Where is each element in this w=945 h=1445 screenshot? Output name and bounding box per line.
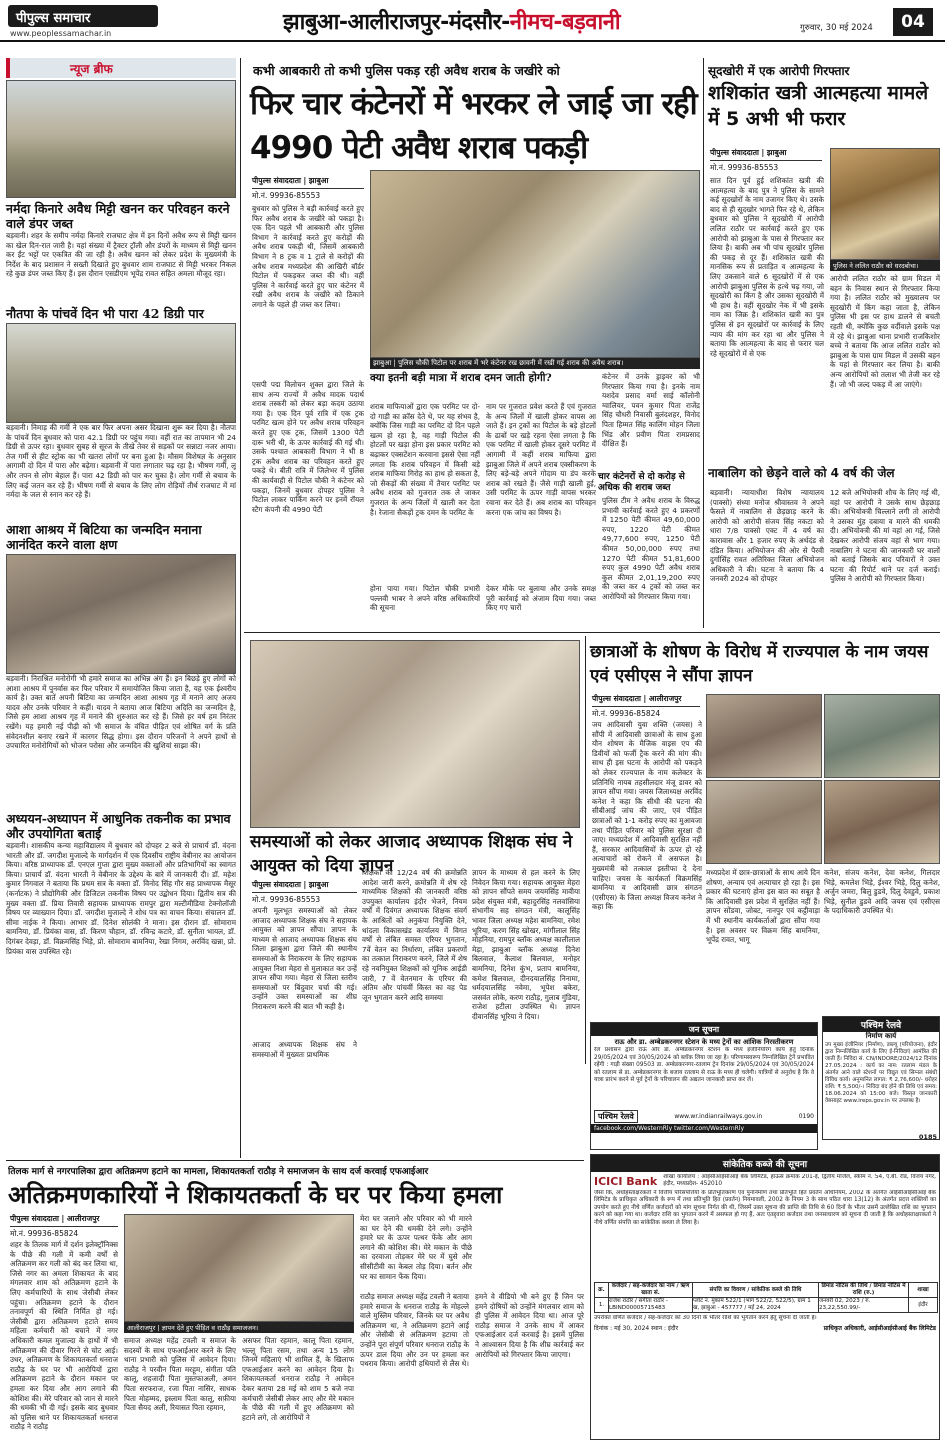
icici-table [594, 1282, 938, 1313]
notice-title: राऊ और डा. अम्बेडकरनगर स्टेशन के मध्य ट्रेनों का आंशिक निरस्तीकरण [614, 1038, 794, 1046]
table-header-cell: कर्जदार / सह-कर्जदार का नाम / ऋण खाता सं. [609, 1283, 693, 1298]
mining-photo [6, 80, 236, 198]
lead-photo-main [370, 170, 700, 358]
page-number [893, 8, 933, 36]
column-divider [240, 58, 241, 1158]
suicide-phone: मो.नं. 99936-85553 [710, 163, 779, 172]
pocso-col2: 12 बजे अभियोक्त्री शौच के लिए गई थी, वहां पर आरोपी ने उसके साथ छेड़छाड़ की। अभियोक्त्री चिल्लाने लगी तो आरोपी ने उसका मुंह दबाया व मारने की धमकी दी। अभियोक्त्री की मां वहां आ गई, जिसे देखकर आरोपी संजय वहां से भाग गया। नाबालिग ने घटना की जानकारी घर वालों को बताई जिसके बाद परिवारों ने उक्त घटना की रिपोर्ट थाने पर दर्ज कराई। पुलिस ने आरोपी को गिरफ्तार किया। [830, 488, 940, 584]
encroach-place: आलीराजपुर [66, 1214, 100, 1223]
icici-header-row [591, 1172, 939, 1190]
railway-tender-ad[interactable] [822, 1016, 940, 1140]
table-row [595, 1298, 938, 1313]
encroach-col4: मेरा घर जलाने और परिवार को भी मारने का घर देने की धमकी देने लगे। उन्होंने हमारे घर के ऊपर पत्थर फेंके और आग लगाने की कोशिश की। मेरे मकान के पीछे का दरवाजा तोड़कर मेरे घर में घुसे और सीसीटीवी का केबल तोड़ दिया। बर्तन और घर का सामान फेंक दिया। [360, 1214, 472, 1281]
birthday-photo [6, 554, 236, 674]
column-divider [585, 636, 586, 1064]
teachers-byline: पीपुल्स संवाददाता | झाबुआ मो.नं. 99936-85553 [252, 880, 357, 905]
icici-date-place: दिनांक : मई 30, 2024 स्थान : इंदौर [594, 1325, 679, 1333]
encroach-col4-b: राठौड़ समाज अध्यक्ष महेंद्र टवली ने बताया हमारे समाज के धनराज राठौड़ के मोहल्ले वाले मुस्लिम परिवार, जिनके घर पर अवैध अतिक्रमण था, ने अतिक्रमण हटाने आई और जेसीबी से अतिक्रमण हटाया तो उन्होंने पूरा संपूर्ण परिवार धनराज राठौड़ के ऊपर डाल दिया और उन पर हमला कर पथराव किया। आरोपी हथियारों से लैस थे। हमने वे वीडियो भी बने हुए हैं जिन पर हमने दोषियों को उन्होंने मंगलवार शाम को ही पुलिस में आवेदन दिया था। आज पूरे राठौड़ समाज ने उनके साथ में आकर एफआईआर दर्ज करवाई है। इसमें पुलिस ने आश्वासन दिया है कि शीघ्र कार्रवाई कर आरोपियों को गिरफ्तार किया जाएगा। [360, 1292, 584, 1369]
teachers-col3: ज्ञापन के माध्यम से हल करने के लिए निवेदन किया गया। सहायक आयुक्त मेहरा को ज्ञापन सौंपते समय जयमसिंह मावीया प्रदेश संयुक्त मंत्री, बहादुरसिंह नलवांसिया संभागीय सह संगठन मंत्री, कालूसिंह भावर जिला अध्यक्ष महेश बामनिया, रमेश भूरिया, करण सिंह खोखर, मांगीलाल सिंह मोहनिया, रामपुर ब्लॉक अध्यक्ष कालीलाल मेड़ा, झाबुआ ब्लॉक अध्यक्ष दिनेश बिलवाल, कैलाश बिलवाल, मनोहर बामनिया, दिनेश कुंभ, प्रताप बामनिया, कमेश बिलवाल, दीनदयालसिंह निनामा, धर्मदयालसिंह नवेमा, भूपेश बकेरा, जसवंत लोके, करण राठौड़, गुलाब गुंडिया, राजेश हटीला उपस्थित थे। ज्ञापन दीवानसिंह भूरिया ने दिया। [472, 868, 580, 1021]
suicide-kicker: सूदखोरी में एक आरोपी गिरफ्तार [708, 64, 850, 78]
encroach-reporter: पीपुल्स संवाददाता [10, 1214, 59, 1223]
table-cell: जनवरी 02, 2023 / रु. 23,22,550.99/- [819, 1298, 909, 1313]
suicide-headline: शशिकांत खत्री आत्महत्या मामले में 5 अभी भी फरार [708, 82, 929, 130]
pocso-col1: बड़वानी। न्यायाधीश विशेष न्यायालय (पाक्सो) संध्या मनोज श्रीवास्तव ने अपने फैसले में नाबालिग से छेड़छाड़ करने के आरोपी को आरोपी संजय सिंह नकटा को धारा 7/8 पाक्सो एक्ट में 4 वर्ष का कारावास और 1 हजार रुपए के अर्थदंड से दंडित किया। अभियोजन की ओर से पैरवी दुर्गासिंह रावत अतिरिक्त जिला अभियोजन अधिकारी ने की। घटना ने बताया कि 4 जनवरी 2024 को दोपहर [710, 488, 824, 584]
notice-code: 0190 [798, 1113, 814, 1120]
notice-socials[interactable]: facebook.com/WesternRly twitter.com/WesternRly [591, 1124, 817, 1133]
governor-place: आलीराजपुर [648, 694, 682, 703]
lead-place: झाबुआ [308, 176, 329, 185]
pocso-headline: नाबालिग को छेड़ने वाले को 4 वर्ष की जेल [708, 466, 895, 480]
teachers-col1-b: आजाद अध्यापक शिक्षक संघ ने समस्याओं में मुख्यतः प्राथमिक [252, 1040, 357, 1059]
section-divider [244, 632, 940, 633]
encroach-byline: पीपुल्स संवाददाता | आलीराजपुर मो.नं. 99936-85824 [10, 1214, 118, 1239]
icici-possession-notice[interactable] [590, 1154, 940, 1440]
lead-side-subhead: चार कंटेनरों से दो करोड़ से अधिक की शराब जब्त [598, 472, 685, 493]
news-brief-label [6, 58, 236, 78]
icici-sign-row [591, 1322, 939, 1334]
railway-ad-title: पश्चिम रेलवे [823, 1017, 939, 1032]
encroach-photo-caption: आलीराजपुर | ज्ञापन देते हुए पीड़ित व राठौड़ समाजजन। [124, 1322, 354, 1333]
notice-website[interactable]: www.wr.indianrailways.gov.in [674, 1113, 763, 1120]
governor-photo-4 [824, 780, 940, 864]
suicide-photo-caption: पुलिस ने ललित राठौर को धरदबोचा। [830, 260, 940, 271]
encroach-headline: अतिक्रमणकारियों ने शिकायतकर्ता के घर पर किया हमला [8, 1181, 503, 1209]
news-brief-label-text: न्यूज ब्रीफ [70, 62, 113, 76]
railway-ad-body: उप मुख्य इंजीनियर (निर्माण), डब्ल्यू (परियोजना), इंदौर द्वारा निम्नलिखित कार्य के लिए ई-निविदाएं आमंत्रित की जाती हैं। निविदा सं. CN/INDORE/2024/12 दिनांक 27.05.2024 : कार्य का नाम: रतलाम मंडल के अंतर्गत आने वाले स्टेशनों पर विद्युत एवं सिग्नल संबंधी विविध कार्य। अनुमानित लागत: ₹ 2,76,600/- धरोहर राशि: ₹ 5,500/-। निविदा बंद होने की तिथि एवं समय: 18.06.2024 को 15:00 बजे। विस्तृत जानकारी वेबसाइट www.ireps.gov.in पर उपलब्ध है। [825, 1042, 937, 1104]
suicide-col2: आरोपी ललित राठौर को ग्राम मिडल में बहन के निवास स्थान से गिरफ्तार किया गया है। ललित राठौर को मुख्यालय पर सूदखोरी में किंग कहा जाता है, लेकिन पुलिस भी इस पर हाथ डालने से बचती रहती थी, क्योंकि कुछ वर्दीवाले इसके पक्ष में रहे थे। झाबुआ थाना प्रभारी राजकिशोर बच्चे ने बताया कि आज ललित राठौर को झाबुआ के पास ग्राम मिडल में उसकी बहन के यहां से गिरफ्तार कर लिया है। बाकी अन्य आरोपियों को तलाश भी तेजी कर रहे हैं। जो भी जल्द पकड़ में आ जाएंगे। [830, 274, 940, 389]
lead-col2-b: होना पाया गया। पिटोल चौकी प्रभारी पल्लवी भाबर ने अपने वरिष्ठ अधिकारियों की सूचना [370, 584, 480, 613]
railway-ad-subtitle: निर्माण कार्य [865, 1032, 897, 1040]
governor-photo-3 [706, 780, 822, 864]
lead-phone: मो.नं. 99936-85553 [252, 191, 321, 200]
section-divider [6, 1160, 584, 1161]
governor-photo-1 [706, 694, 822, 778]
table-header-cell: संपत्ति का विवरण / सांकेतिक कब्जे की तिथि [693, 1283, 819, 1298]
icici-title: सांकेतिक कब्जे की सूचना [591, 1155, 939, 1172]
teachers-headline: समस्याओं को लेकर आजाद अध्यापक शिक्षक संघ ने आयुक्त को दिया ज्ञापन [250, 832, 573, 876]
lead-side-col1: कंटेनर में उनके ड्राइवर को भी गिरफ्तार किया गया है। इनके नाम यशदेव प्रसाद वर्मा साई कॉलोनी ग्वालियर, पवन कुमार पिता राजेंद्र सिंह चौधरी निवासी बुलंदशहर, विनोद पिता हिम्मत सिंह कालिंग मोहन जिला भिंड और प्रवीण पिता रामप्रसाद दीक्षित हैं। [602, 372, 700, 449]
encroach-phone: मो.नं. 99936-85824 [10, 1229, 79, 1238]
newspaper-logo[interactable] [8, 5, 158, 27]
notice-header-text: जन सूचना [688, 1025, 720, 1034]
brief-headline-3: आशा आश्रय में बिटिया का जन्मदिन मनाना आनंदित करने वाला क्षण [6, 522, 202, 552]
governor-headline: छात्राओं के शोषण के विरोध में राज्यपाल के नाम जयस एवं एसीएस ने सौंपा ज्ञापन [590, 642, 929, 686]
issue-date: गुरुवार, 30 मई 2024 [800, 23, 873, 33]
page-title [283, 6, 743, 36]
title-black: झाबुआ-आलीराजपुर-मंदसौर- [283, 10, 510, 35]
lead-subhead: क्या इतनी बड़ी मात्रा में शराब दमन जाती होगी? [370, 372, 552, 384]
notice-body: रेल प्रशासन द्वारा राऊ और डा. अम्बेडकरनगर स्टेशन के मध्य इंजीनियरिंग कार्य हेतु दिनांक 29/05/2024 एवं 30/05/2024 को ब्लॉक लिया जा रहा है। परिणामस्वरूप निम्नलिखित ट्रेनें प्रभावित रहेंगी : गाड़ी संख्या 09503 डा. अम्बेडकरनगर-रतलाम ट्रेन दिनांक 29/05/2024 एवं 30/05/2024 को रतलाम से डा. अम्बेडकरनगर के बजाय रतलाम से राऊ के मध्य ही चलेगी। यात्रियों से अनुरोध है कि वे यात्रा प्रारंभ करने से पूर्व ट्रेनों के परिचालन की अद्यतन जानकारी प्राप्त कर लें। [594, 1047, 814, 1084]
heat-photo [6, 323, 236, 423]
table-header-cell: शाखा [909, 1283, 938, 1298]
suicide-place: झाबुआ [766, 148, 787, 157]
teachers-col2: शिक्षकों की 12/24 वर्ष की क्रमोन्नति आदेश जारी करने, क्रमोन्नति में शेष रहे माध्यमिक शिक्षकों की जानकारी वरिष्ठ उपयुक्त कार्यालय इंदौर भेजने, नियम वर्षों में दिवंगत अध्यापक शिक्षक संवर्ग के आश्रितों को अनुकंपा नियुक्ति देने, थांदला विकासखंड कार्यालय में विगत वर्षों से लंबित समस्त एरियर भुगतान, 7वें वेतन का निर्धारण, लंबित प्रकरणों का तत्काल निराकरण करने, जिले में शेष रहे नवनियुक्त शिक्षकों को यूनिक आईडी जारी, 7 वें वेतनमान के एरियर की अंतिम और पांचवीं किस्त का वह पेड जून भुगतान करने आदि समस्या [362, 868, 467, 1002]
governor-col1: जय आदिवासी युवा शक्ति (जयस) ने सौंपी में आदिवासी छात्राओं के साथ हुआ यौन शोषण के मैजिक वाइस एप की डिवीयों को फर्जी ट्रैक करने की मांग की। साथ ही इस घटना के आरोपी को पकड़ने को लेकर राज्यपाल के नाम कलेक्टर के प्रतिनिधि नायब तहसीलदार मंजू डावर को ज्ञापन सौंपा गया। जयस जिलाध्यक्ष अरविंद कनेश ने कहा कि सीधी की घटना की सीबीआई जांच की जाए, एवं पीड़ित छात्राओं को 1-1 करोड़ रुपए का मुआवजा तथा पीड़ित परिवार को पुलिस सुरक्षा दी जाए। मध्यप्रदेश में आदिवासी सुरक्षित नहीं हैं, सरकार आदिवासियों के ऊपर हो रहे अत्याचारों को रोकने में असफल है। मुख्यमंत्री को तत्काल इस्तीफा दे देना चाहिए। जयस के कार्यकर्ता विक्रमसिंह बामनिया व आदिवासी छात्र संगठन (एसीएस) के जिला अध्यक्ष विजय कनेश ने कहा कि [592, 720, 702, 912]
encroach-kicker: तिलक मार्ग से नगरपालिका द्वारा अतिक्रमण हटाने का मामला, शिकायतकर्ता राठौड़ ने समाजजन के साथ दर्ज करवाई एफआईआर [8, 1167, 429, 1177]
brief-headline-1: नर्मदा किनारे अवैध मिट्टी खनन कर परिवहन करने वाले डंपर जब्त [6, 201, 230, 231]
encroach-col2: समाज अध्यक्ष महेंद्र टवली व समाज के सदस्यों के साथ एफआईआर करने के लिए थाना प्रभारी को पुलिस में आवेदन दिया। राठौड़ ने परवीन पिता मरहूम, संगीता पति कालू, शहजादी पिता मुस्तफाअली, अमन पिता सरफराज, रजा पिता नासिर, साधक पिता मोहम्मद, इस्लाम पिता कालू, सफ़ीया पिता सैयद अली, रियासत पिता रहमान, [124, 1336, 236, 1413]
page-number-text: 04 [901, 12, 925, 32]
teachers-place: झाबुआ [308, 880, 329, 889]
lead-headline: फिर चार कंटेनरों में भरकर ले जाई जा रही 4990 पेटी अवैध शराब पकड़ी [250, 86, 697, 166]
brief-headline-2: नौतपा के पांचवें दिन भी पारा 42 डिग्री पार [6, 306, 204, 321]
lead-col3: नाम पर गुजरात प्रवेश करते हैं एवं गुजरात के अन्य जिलों में खाली होकर वापस आ जाते हैं। इन ट्रकों का पिटोल के बड़े होटलों के ढाबों पर खड़े रहना ऐसा लगता है कि एक परमिट में खाली होकर दूसरे परमिट में आगामी में कहीं शराब माफिया द्वारा झाबुआ जिले में अपने शराब एक्सीकरण के लिए बड़े-बड़े अपने गोदाम या डंप करके शराब को रखते हैं। जैसे गाड़ी खाली हुई, उसी परमिट के ऊपर गाड़ी वापस भरकर रवाना कर देते हैं। अब शराब का परिवहन करना एक जांच का विषय है। [486, 402, 596, 517]
governor-photo-2 [824, 694, 940, 778]
suicide-photo [830, 148, 940, 260]
logo-text: पीपुल्स समाचार [16, 11, 91, 26]
notice-header [591, 1023, 817, 1036]
encroach-photo [124, 1214, 354, 1322]
icici-branch: शाखा कार्यालय : आईसीआईसीआई बैंक लिमिटेड, हाऊस क्रमांक 201-ई, द्वितीय मंजिल, स्कीम नं. 54, ए.बी. रोड, विजय नगर, इंदौर, मध्यप्रदेश- 452010 [663, 1174, 936, 1187]
teachers-col1: अपनी मूलभूत समस्याओं को लेकर आजाद अध्यापक शिक्षक संघ ने सहायक आयुक्त को ज्ञापन सौंपा। ज्ञापन के माध्यम से आजाद अध्यापक शिक्षक संघ जिला झाबुआ द्वारा जिले की स्थानीय समस्याओं के निराकरण के लिए सहायक आयुक्त निशा मेहरा से मुलाकात कर उन्हें ज्ञापन सौंपा गया। मेहरा से जिला स्तरीय समस्याओं पर बिंदुवार चर्चा की गई। उन्होंने उक्त समस्याओं का शीघ्र निराकरण करने की बात भी कही है। [252, 906, 357, 1011]
news-brief-column [6, 58, 236, 1158]
governor-byline: पीपुल्स संवाददाता | आलीराजपुर मो.नं. 99936-85824 [592, 694, 700, 719]
table-cell: इंदौर [909, 1298, 938, 1313]
suicide-byline: पीपुल्स संवाददाता | झाबुआ मो.नं. 99936-85553 [710, 148, 822, 173]
masthead [0, 0, 945, 42]
table-cell: प्लॉट नं. मुकाम 522/1 (भाग 522/2, 522/5), ग्राम 1 ख, झाबुआ - 457777 / मई 24, 2024 [693, 1298, 819, 1313]
teachers-phone: मो.नं. 99936-85553 [252, 895, 321, 904]
governor-col2: मध्यप्रदेश में छात्र-छात्राओं के साथ आये दिन शोषण, अन्याय एवं अत्याचार हो रहा है। इस प्रकार की घटनाएं होना इस बात का सबूत है कि आदिवासी इस प्रदेश में सुरक्षित नहीं हैं। ज्ञापन सोंडवा, जोबट, नानपुर एवं कट्ठीवाड़ा में भी स्थानीय कार्यकर्ताओं द्वारा सौंपा गया है। इस अवसर पर विक्रम सिंह बामनिया, भूपेंद्र रावत, भागू [706, 868, 820, 945]
teachers-reporter: पीपुल्स संवाददाता [252, 880, 301, 889]
railway-public-notice[interactable] [590, 1022, 818, 1150]
table-header-cell: क्र. [595, 1283, 609, 1298]
teachers-photo [250, 640, 580, 828]
encroach-col3: असफर पिता रहमान, कालू पिता रहमान, भल्लू पिता रसम, तथा अन्य 15 लोग जिनमें महिलाएं भी शामिल हैं, के खिलाफ एफआईआर करने का आवेदन दिया है। शिकायतकर्ता धनराज राठौड़ ने आवेदन देकर बताया 28 मई को शाम 5 बजे नपा कर्मचारी जेसीबी लेकर आए और मेरे मकान के पीछे की गली में हुए अतिक्रमण को हटाने लगे, तो आरोपियों ने [242, 1336, 354, 1422]
table-header-row [595, 1283, 938, 1298]
lead-col1-upper: बुधवार को पुलिस ने बड़ी कार्रवाई करते हुए फिर अवैध शराब के जखीरे को पकड़ा है। एक दिन पहले भी आबकारी और पुलिस विभाग ने कार्रवाई करते हुए करोड़ों की अवैध शराब पकड़ी थी, जिसमें आबकारी विभाग ने 8 ट्रक व 1 ट्राले से करोड़ों की अवैध शराब मध्यप्रदेश की आखिरी बॉर्डर पिटोल में पकड़कर जब्त की थी। वहीं पुलिस ने कार्रवाई करते हुए चार कंटेनर में रखी अवैध शराब के जखीरे को ठिकाने लगाने के पहले ही जब्त कर लिया। [252, 204, 364, 309]
governor-col3: कनेश, संजय कनेश, देवा कनेश, गिलदार भिड़े, कमलेश भिड़े, ईश्वर भिड़े, दिलु कनेश, अर्जुन जमरा, बिलु डुडवे, दिलु देवडुवे, प्रकाश भिड़े, सुनील डुडवे आदि जयस एवं एसीएस के पदाधिकारी उपस्थित थे। [824, 868, 940, 916]
brief-body-1: बड़वानी। शहर के समीप नर्मदा किनारे राजघाट क्षेत्र में इन दिनों अवैध रूप से मिट्टी खनन का खेल दिन-रात जारी है। यहां संख्या में ट्रैक्टर ट्रॉली और डंपरों के माध्यम से मिट्टी खनन कर ईंट भट्टों पर एकत्रित की जा रही है। अवैध खनन को लेकर प्रदेश के मुख्यमंत्री के निर्देश के बाद प्रशासन ने सख्ती दिखाते हुए बुधवार शाम राजघाट से मिट्टी भरकर निकल रहे कुछ डंपर जब्त किए हैं। इस दौरान एसडीएम भूपेंद्र रावत सहित अमला मौजूद रहा। [6, 231, 236, 279]
lead-reporter: पीपुल्स संवाददाता [252, 176, 301, 185]
brief-body-3: बड़वानी। निराश्रित मनोरोगी भी हमारे समाज का अभिन्न अंग हैं। इन बिछड़े हुए लोगों को आशा आश्रय में पुनर्वास कर फिर परिवार में समायोजित किया जाता है, यह एक ईश्वरीय कार्य है। उक्त बातें अपनी बिटिया का जन्मदिन आशा आश्रय गृह में मनाने आए अजय यादव और उनके परिवार ने कहीं। यादव ने बताया आज बिटिया अदिति का जन्मदिन है, जिसे हम आशा आश्रय गृह में मनाने की शुरुआत कर रहे हैं। जिसे हर वर्ष हम निरंतर रखेंगे। यह हमारी नई पीढ़ी को भी समाज के वंचित पीड़ित एवं शोषित वर्ग के प्रति संवेदनशील बनाए रखने में कारगर सिद्ध होगा। इस दौरान परिजनों ने अपने हाथों से उपचारित मनोरोगियों को भोजन परोसा और जन्मदिन की खुशियां साझा की। [6, 674, 236, 751]
brief-headline-4: अध्ययन-अध्यापन में आधुनिक तकनीक का प्रभाव और उपयोगिता बताई [6, 811, 231, 841]
brief-body-2: बड़वानी। निमाड़ की गर्मी ने एक बार फिर अपना असर दिखाना शुरू कर दिया है। नौतपा के पांचवें दिन बुधवार को पारा 42.1 डिग्री पर पहुंच गया। वहीं रात का तापमान भी 24 डिग्री से ऊपर रहा। बुधवार सुबह से सूरज के तीखे तेवर से सड़कों पर सन्नाटा नजर आया। तेज गर्मी से हीट स्ट्रोक का भी खतरा लोगों पर बना हुआ है। मौसम विशेषज्ञ के अनुसार आगामी दो दिन में पारा और बढ़ेगा। बड़वानी में पारा लगातार चढ़ रहा है। भीषण गर्मी, लू और तपन से लोग बेहाल हैं। पारा 42 डिग्री को पार कर चुका है। लोग गर्मी से बचाव के लिए कई जतन कर रहे हैं। भीषण गर्मी से बचाव के लिए लोग रोड़ियों तीर्थ राजघाट में मां नर्मदा के जल से स्नान कर रहे हैं। [6, 423, 236, 500]
table-cell: 1. [595, 1298, 609, 1313]
title-red: नीमच-बड़वानी [509, 10, 621, 35]
governor-phone: मो.नं. 99936-85824 [592, 709, 661, 718]
brief-body-4: बड़वानी। शासकीय कन्या महाविद्यालय में बुधवार को दोपहर 2 बजे से प्राचार्य डॉ. वंदना भारती और डॉ. जगदीश मुजाल्दे के मार्गदर्शन में एक दिवसीय राष्ट्रीय वेबीनार का आयोजन किया। वरिष्ठ प्राध्यापक डॉ. एनएल गुप्ता द्वारा मुख्य वक्ताओं और प्रतिभागियों का स्वागत किया। प्राचार्य डॉ. वंदना भारती ने वेबीनार के उद्देश्य के बारे में जानकारी दी। डॉ. महेश कुमार निगवाल ने बताया कि प्रथम सत्र के वक्ता डॉ. विनोद सिंह गौर सह प्राध्यापक मैसूर (कर्नाटक) ने प्रौद्योगिकी और डिजिटल तकनीक विषय पर उद्बोधन दिया। द्वितीय सत्र की मुख्य वक्ता डॉ. प्रिया तिवारी सहायक प्राध्यापक रामपुर द्वारा मल्टीमीडिया टेक्नोलॉजी विषय पर व्याख्यान दिया। डॉ. जगदीश मुजाल्दे ने शोध पत्र का वाचन किया। संचालन डॉ. सीमा नाईक ने किया। आभार डॉ. दिनेश सोलंकी ने माना। इस दौरान डॉ. सोमाराम बामनिया, डॉ. प्रियंका वास, डॉ. किरण चौहान, डॉ. रविन्द्र कटारे, डॉ. सुनीता भायल, डॉ. दिगंबर देवड़ा, डॉ. विक्रमसिंह भिड़े, प्रो. सोमाराम बामनिया, रेखा निगम, अरविंद खन्ना, प्रो. प्रियंका वास उपस्थित रहे। [6, 841, 236, 956]
lead-byline: पीपुल्स संवाददाता | झाबुआ मो.नं. 99936-85553 [252, 176, 364, 201]
table-header-cell: डिमांड नोटिस की तिथि / डिमांड नोटिस में राशि (रु.) [819, 1283, 909, 1298]
website-url[interactable]: www.peoplessamachar.in [10, 29, 112, 38]
column-divider [703, 58, 704, 628]
lead-col3-b: देकर मौके पर बुलाया और उनके समक्ष पूरी कार्रवाई को अंजाम दिया गया। जब्त किए गए चारों [486, 584, 596, 613]
suicide-col1: सात दिन पूर्व हुई शशिकांत खत्री की आत्महत्या के बाद पुत्र ने पुलिस के सामने कई सूदखोरों के नाम उजागर किए थे। उसके बाद से ही सूदखोर भागते फिर रहे थे, लेकिन बुधवार को पुलिस ने सूदखोरी में आरोपी ललित राठौर पर कार्रवाई करते हुए एक आरोपी को झाबुआ के पास से गिरफ्तार कर लिया है। बाकी अब भी पांच सूदखोर पुलिस की पकड़ से दूर हैं। शशिकांत खत्री की मानसिक रूप से प्रताड़ित व आत्महत्या के लिए उकसाने वाले 6 सूदखोरों में से एक आरोपी झाबुआ पुलिस के हत्थे चढ़ गया, जो सूदखोरी का किंग है और उसका सूदखोरी में भी हाथ है। वहीं सूदखोर नेक में भी इसके नाम का जिक्र है। शशिकांत खत्री का पुत्र पुलिस से इन सूदखोरों पर कार्रवाई के लिए न्याय की मांग कर रहा था और पुलिस ने बताया कि आत्महत्या के बाद से फरार चल रहे सूदखोरों में से एक [710, 176, 824, 358]
lead-photo-caption: झाबुआ | पुलिस चौकी पिटोल पर शराब में भरे कंटेनर रख छावनी में रखी गई शराब की अवैध शराब। [370, 358, 700, 369]
lead-col1-lower: एसपी पद्म विलोचन शुक्ल द्वारा जिले के साथ अन्य राज्यों में अवैध मादक पदार्थ शराब तस्करी को लेकर बड़ा कदम उठाया गया है। एक दिन पूर्व रात्रि में एक ट्रक परमिट खत्म होने पर अवैध शराब परिवहन करते हुए एक ट्रक, जिसमें 1300 पेटी दारू भरी थी, के ऊपर कार्रवाई की गई थी। उसके पश्चात आबकारी विभाग ने भी 8 ट्रक अवैध शराब का परिवहन करते हुए पकड़े थे। बीती रात्रि में जिलेभर में पुलिस की कार्यवाही से पिटोल चौकी ने कंटेनर को पकड़ा, जिनमें बुधवार दोपहर पुलिस ने पिटोल लाकर पार्किंग करने पर इनमें रॉयल स्टैग कंपनी की 4990 पेटी [252, 380, 364, 514]
notice-logo-text: पश्चिम रेलवे [594, 1110, 638, 1123]
icici-body: जैसा कि, अधोहस्ताक्षरकर्ता ने वित्तीय परिसंपत्तियों के प्रतिभूतिकरण एवं पुनर्निर्माण तथा प्रतिभूति हित प्रवर्तन अधिनियम, 2002 के अंतर्गत आईसीआईसीआई बैंक लिमिटेड के प्राधिकृत अधिकारी के रूप में तथा प्रतिभूति हित (प्रवर्तन) नियमावली, 2002 के नियम 3 के साथ पठित धारा 13(12) के अंतर्गत प्रदत्त शक्तियों का उपयोग करते हुए नीचे वर्णित कर्जदारों को मांग सूचना निर्गत की थी, जिसमें उक्त सूचना की प्राप्ति की तिथि से 60 दिनों के भीतर उसमें उल्लेखित राशि का भुगतान करने को कहा गया था। कर्जदार राशि का भुगतान करने में असफल हो गए हैं, अतः एतद्द्वारा कर्जदार तथा जनसाधारण को सूचना दी जाती है कि अधोहस्ताक्षरकर्ता ने नीचे वर्णित संपत्ति का सांकेतिक कब्जा ले लिया है। [594, 1190, 936, 1226]
notice-footer [591, 1109, 817, 1124]
table-cell: राजेश राठौर / संगीता राठौर - LBIND00005715483 [609, 1298, 693, 1313]
encroach-col1: शहर के तिलक मार्ग में दर्शन इलेक्ट्रॉनिक्स के पीछे की गली में कमी वर्षों से अतिक्रमण कर गली को बंद कर लिया था, जिसे नगर का अमला शिकायत के बाद मंगलवार शाम को अतिक्रमण हटाने के लिए कर्मचारियों के साथ जेसीबी लेकर पहुंचा। अतिक्रमण हटाने के दौरान तनावपूर्ण की स्थिति निर्मित हो गई। जेसीबी द्वारा अतिक्रमण हटाते समय महिला कर्मचारी को बचाने में नगर अधिकारी कमल मुजाल्दा के हाथों में भी अतिक्रमण की दीवार गिरने से चोट आई। उधर, अतिक्रमण के शिकायतकर्ता धनराज राठौड़ के घर पर भी आरोपियों द्वारा अतिक्रमण हटाने के दौरान मकान पर हमला कर दिया और आग लगाने की कोशिश की। मेरे परिवार को जान से मारने की धमकी भी दी गई। इसके बाद बुधवार को पुलिस थाने पर शिकायतकर्ता धनराज राठौड़ ने राठौड़ [10, 1240, 118, 1432]
lead-side-col2: पुलिस टीम ने अवैध शराब के विरुद्ध प्रभावी कार्रवाई करते हुए 4 प्रकरणों में 1250 पेटी कीमत 49,60,000 रुपए, 1220 पेटी कीमत 49,77,600 रुपए, 1250 पेटी कीमत 50,00,000 रुपए तथा 1270 पेटी कीमत 51,81,600 रुपए कुल 4990 पेटी अवैध शराब कुल कीमत 2,01,19,200 रुपए की जब्त कर 4 ट्रकों को जब्त कर आरोपियों को गिरफ्तार किया गया। [602, 496, 700, 601]
lead-col2: शराब माफियाओं द्वारा एक परमिट पर दो-दो गाड़ी का क्रॉस देते थे, पर यह संभव है, क्योंकि जिस गाड़ी का परमिट दो दिन पहले खत्म हो रहा है, वह गाड़ी पिटोल की होटलों पर खड़ा होना इस प्रकार परमिट को बढ़ाकर एक्सटेंशन करवाना इससे ऐसा नहीं लगता कि शराब परिवहन में किसी बड़े शराब माफिया गिरोह का हाथ हो सकता है, जो सैकड़ों की संख्या में तैयार परमिट पर अवैध शराब को गुजरात तक ले जाकर गुजरात के अन्य जिलों में खाली कर देता है। रेजाना सैकड़ों ट्रक दमन के परमिट के [370, 402, 480, 517]
suicide-reporter: पीपुल्स संवाददाता [710, 148, 759, 157]
icici-footer: उपरोक्त वर्णित कर्जदार / सह-कर्जदार को 30 दिनों के भीतर राशि का भुगतान करने हेतु सूचना दी जाती है। [594, 1315, 817, 1321]
icici-logo: ICICI Bank [594, 1174, 658, 1188]
governor-reporter: पीपुल्स संवाददाता [592, 694, 641, 703]
lead-kicker: कभी आबकारी तो कभी पुलिस पकड़ रही अवैध शराब के जखीरे को [253, 63, 560, 78]
icici-signature: प्राधिकृत अधिकारी, आईसीआईसीआई बैंक लिमिटेड [823, 1325, 936, 1333]
railway-ad-code: 0185 [918, 1133, 937, 1140]
